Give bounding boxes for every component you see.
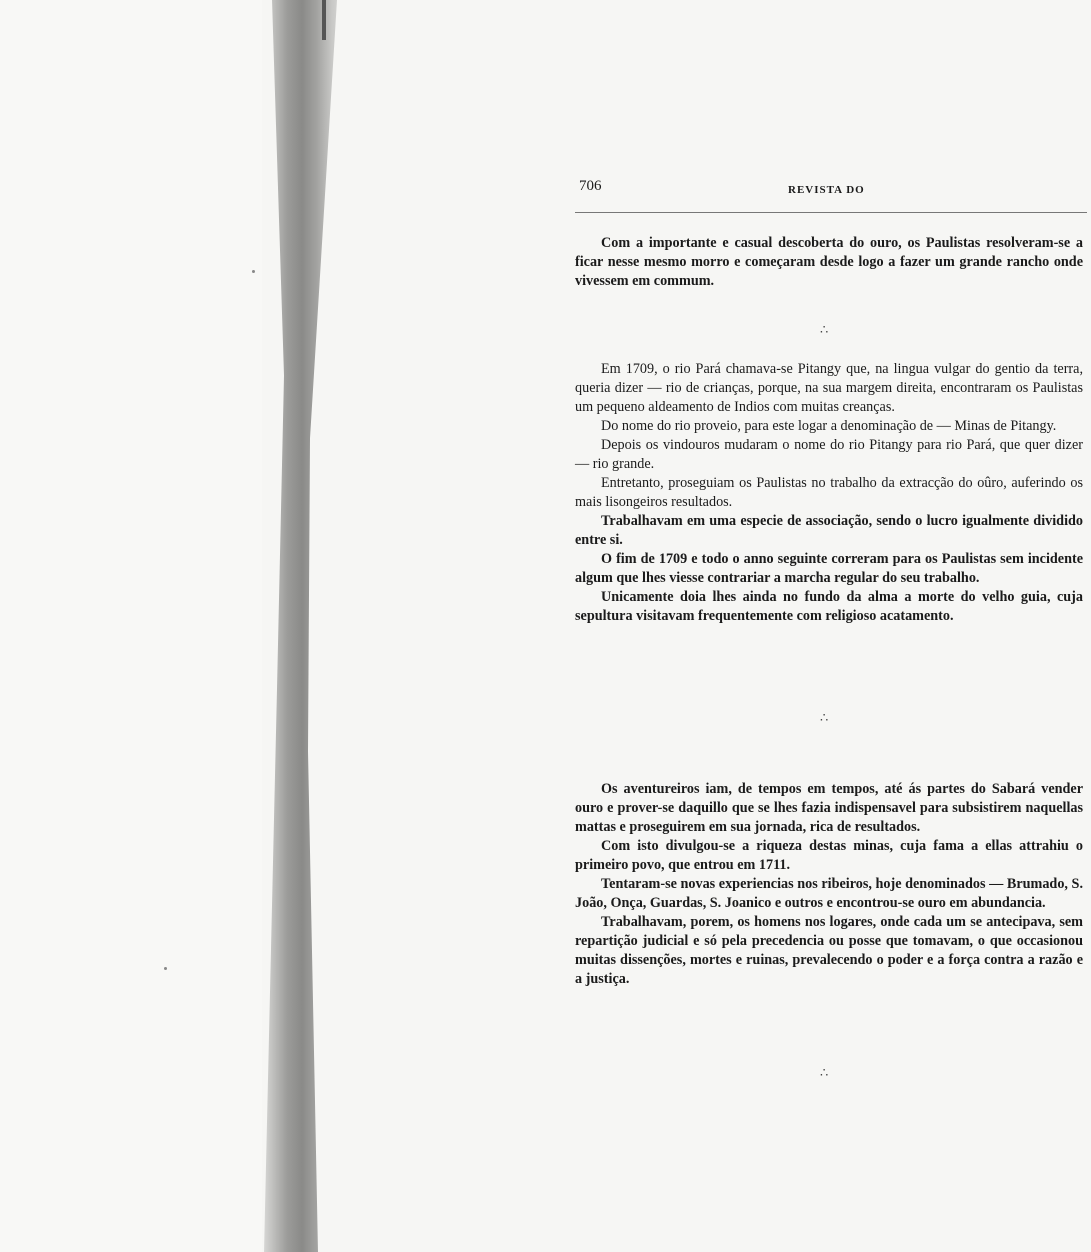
section-separator: ∴	[820, 710, 831, 725]
section-2	[575, 360, 1083, 626]
speck	[164, 967, 167, 970]
running-title: REVISTA DO	[788, 184, 865, 196]
section-separator: ∴	[820, 322, 831, 337]
paragraph: Tentaram-se novas experiencias nos ribeiros, hoje denominados — Brumado, S. João, Onça, Guardas, S. Joanico e outros e encontrou-se ouro em abundancia.	[575, 876, 1083, 911]
paragraph: O fim de 1709 e todo o anno seguinte correram para os Paulistas sem incidente algum que lhes viesse contrariar a marcha regular do seu trabalho.	[575, 551, 1083, 586]
section-separator: ∴	[820, 1065, 831, 1080]
header-rule	[575, 212, 1087, 213]
paragraph: Com isto divulgou-se a riqueza destas minas, cuja fama a ellas attrahiu o primeiro povo, que entrou em 1711.	[575, 838, 1083, 873]
left-page-margin	[0, 0, 262, 1252]
paragraph: Em 1709, o rio Pará chamava-se Pitangy que, na lingua vulgar do gentio da terra, queria dizer — rio de crianças, porque, na sua margem direita, encontraram os Paulistas um pequeno aldeamento de Indios com muitas creanças.	[575, 361, 1083, 415]
section-3	[575, 780, 1083, 989]
book-gutter	[262, 0, 362, 1252]
paragraph: Trabalhavam, porem, os homens nos logares, onde cada um se antecipava, sem repartição judicial e só pela precedencia ou posse que tomavam, o que occasionou muitas dissenções, mortes e ruinas, prevalecendo o poder e a força contra a razão e a justiça.	[575, 914, 1083, 987]
page-number: 706	[579, 178, 602, 194]
paragraph: Unicamente doia lhes ainda no fundo da alma a morte do velho guia, cuja sepultura visitavam frequentemente com religioso acatamento.	[575, 589, 1083, 624]
section-1	[575, 234, 1083, 291]
paragraph: Os aventureiros iam, de tempos em tempos, até ás partes do Sabará vender ouro e prover-se daquillo que se lhes fazia indispensavel para subsistirem naquellas mattas e proseguirem em sua jornada, rica de resultados.	[575, 781, 1083, 835]
paragraph: Depois os vindouros mudaram o nome do rio Pitangy para rio Pará, que quer dizer — rio grande.	[575, 437, 1083, 472]
running-head	[575, 178, 1087, 204]
paragraph: Com a importante e casual descoberta do ouro, os Paulistas resolveram-se a ficar nesse mesmo morro e começaram desde logo a fazer um grande rancho onde vivessem em commum.	[575, 235, 1083, 289]
paragraph: Entretanto, proseguiam os Paulistas no trabalho da extracção do oûro, auferindo os mais lisongeiros resultados.	[575, 475, 1083, 510]
paragraph: Do nome do rio proveio, para este logar a denominação de — Minas de Pitangy.	[601, 418, 1057, 434]
paragraph: Trabalhavam em uma especie de associação, sendo o lucro igualmente dividido entre si.	[575, 513, 1083, 548]
gutter-mark	[322, 0, 326, 40]
speck	[252, 270, 255, 273]
